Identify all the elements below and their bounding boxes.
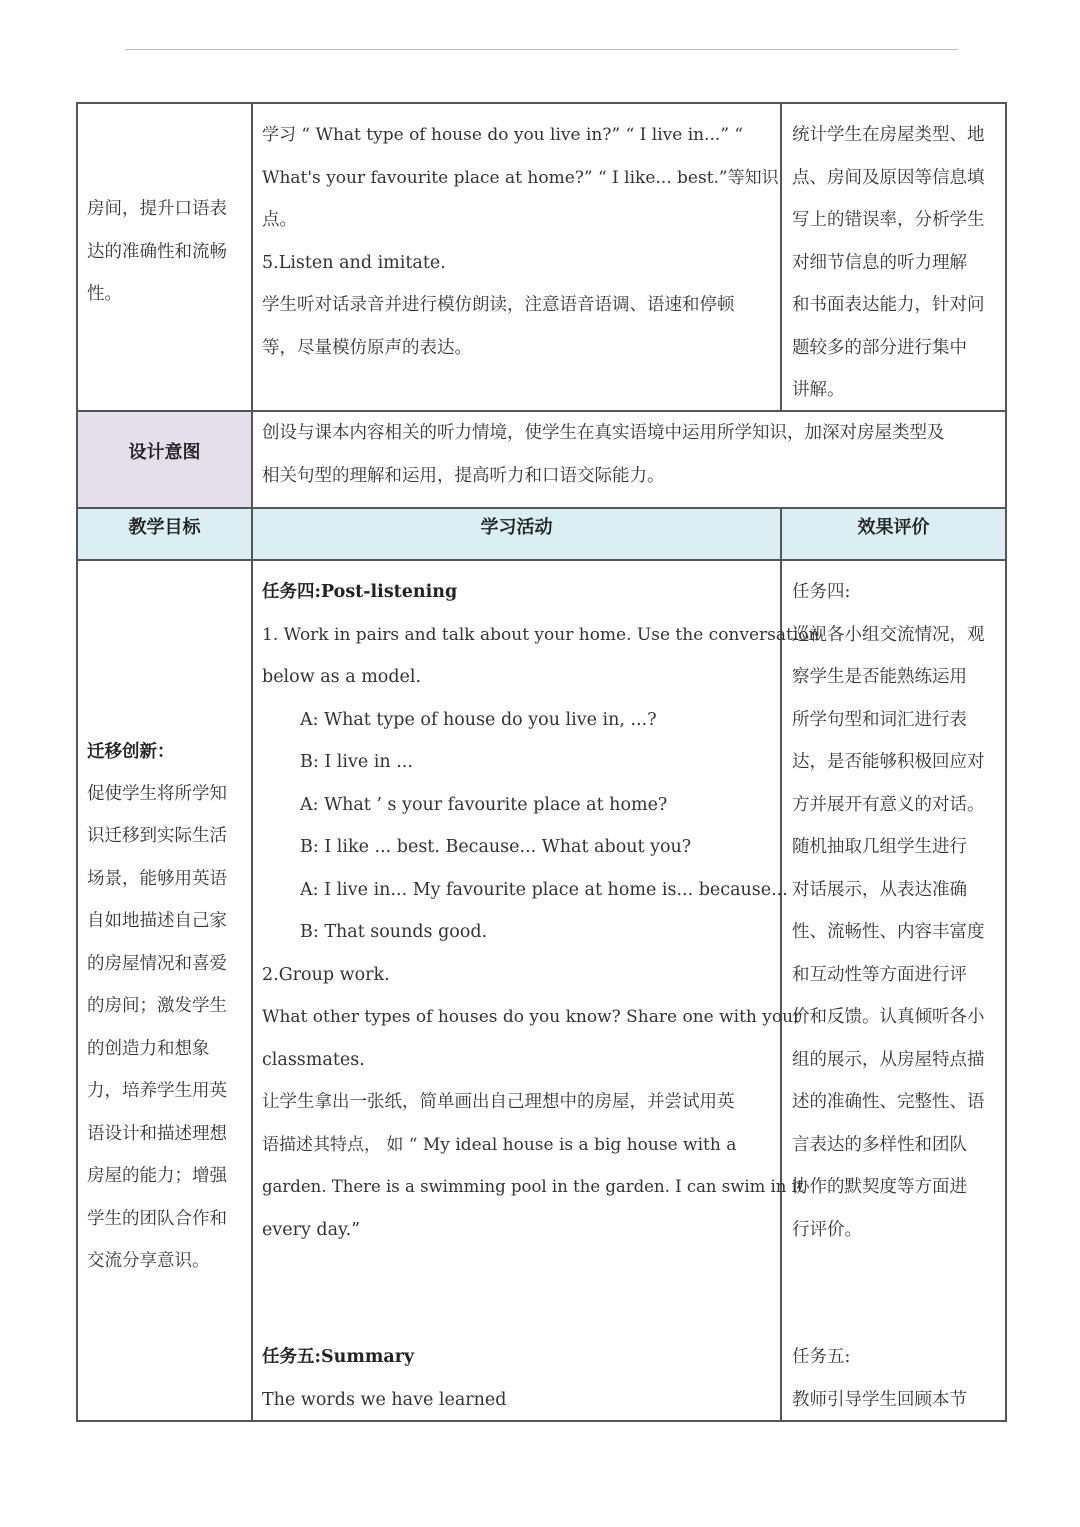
table-border-left	[76, 102, 78, 1422]
dialogue-line: B: I live in ...	[300, 752, 413, 772]
dialogue-line: A: What type of house do you live in, ...?	[300, 710, 657, 730]
text-line: 行评价。	[792, 1220, 862, 1240]
text-line: The words we have learned	[262, 1390, 507, 1410]
text-line: 所学句型和词汇进行表	[792, 710, 967, 730]
text-line: below as a model.	[262, 667, 422, 687]
task5-title: 任务五:Summary	[262, 1347, 415, 1367]
text-line: 的房间；激发学生	[87, 996, 227, 1016]
text-line: 语描述其特点， 如 “ My ideal house is a big house with a	[262, 1135, 737, 1155]
header-learning-activity: 学习活动	[480, 517, 553, 538]
text-line: 学生听对话录音并进行模仿朗读，注意语音语调、语速和停顿	[262, 295, 735, 315]
text-line: every day.”	[262, 1220, 361, 1240]
text-line: What other types of houses do you know? Share one with your	[262, 1007, 802, 1027]
text-line: 达，是否能够积极回应对	[792, 752, 985, 772]
text-line: 点、房间及原因等信息填	[792, 168, 985, 188]
design-intent-label: 设计意图	[128, 442, 201, 463]
text-line: 促使学生将所学知	[87, 784, 227, 804]
text-line: 写上的错误率，分析学生	[792, 210, 985, 230]
table-column-divider	[780, 102, 782, 411]
text-line: 相关句型的理解和运用，提高听力和口语交际能力。	[262, 466, 665, 486]
header-teaching-goal: 教学目标	[128, 517, 201, 538]
text-line: 对细节信息的听力理解	[792, 253, 967, 273]
goal-title: 迁移创新：	[87, 742, 175, 762]
dialogue-line: A: I live in... My favourite place at home is... because...	[300, 880, 788, 900]
text-line: 场景，能够用英语	[87, 869, 227, 889]
text-line: 的创造力和想象	[87, 1039, 210, 1059]
text-line: 方并展开有意义的对话。	[792, 795, 985, 815]
eval-task4-title: 任务四:	[792, 582, 851, 602]
text-line: 让学生拿出一张纸，简单画出自己理想中的房屋，并尝试用英	[262, 1092, 735, 1112]
text-line: 组的展示，从房屋特点描	[792, 1050, 985, 1070]
text-line: What's your favourite place at home?” “ I like... best.”等知识	[262, 168, 779, 188]
text-line: 达的准确性和流畅	[87, 242, 227, 262]
header-effect-evaluation: 效果评价	[857, 517, 930, 538]
text-line: 协作的默契度等方面进	[792, 1177, 967, 1197]
table-row-divider	[76, 559, 1007, 561]
text-line: 房间，提升口语表	[87, 199, 227, 219]
eval-task5-title: 任务五:	[792, 1347, 851, 1367]
dialogue-line: B: That sounds good.	[300, 922, 488, 942]
text-line: 性。	[87, 284, 122, 304]
text-line: 识迁移到实际生活	[87, 826, 227, 846]
text-line: 2.Group work.	[262, 965, 390, 985]
text-line: 和书面表达能力，针对问	[792, 295, 985, 315]
text-line: 言表达的多样性和团队	[792, 1135, 967, 1155]
text-line: 价和反馈。认真倾听各小	[792, 1007, 985, 1027]
text-line: 语设计和描述理想	[87, 1124, 227, 1144]
text-line: 学习 “ What type of house do you live in?” “ I live in...” “	[262, 125, 744, 145]
text-line: 讲解。	[792, 380, 845, 400]
table-border-top	[76, 102, 1007, 104]
text-line: 察学生是否能熟练运用	[792, 667, 967, 687]
page-header-rule	[125, 49, 958, 50]
dialogue-line: A: What ’ s your favourite place at home?	[300, 795, 668, 815]
text-line: 自如地描述自己家	[87, 911, 227, 931]
task4-title: 任务四:Post-listening	[262, 582, 458, 602]
text-line: 述的准确性、完整性、语	[792, 1092, 985, 1112]
text-line: 性、流畅性、内容丰富度	[792, 922, 985, 942]
text-line: 房屋的能力；增强	[87, 1166, 227, 1186]
table-column-divider	[251, 102, 253, 1422]
table-border-right	[1005, 102, 1007, 1422]
text-line: 和互动性等方面进行评	[792, 965, 967, 985]
text-line: 巡视各小组交流情况，观	[792, 625, 985, 645]
text-line: 随机抽取几组学生进行	[792, 837, 967, 857]
text-line: 统计学生在房屋类型、地	[792, 125, 985, 145]
text-line: 学生的团队合作和	[87, 1209, 227, 1229]
text-line: 交流分享意识。	[87, 1251, 210, 1271]
text-line: 点。	[262, 210, 297, 230]
dialogue-line: B: I like ... best. Because... What about you?	[300, 837, 692, 857]
text-line: 1. Work in pairs and talk about your home. Use the conversation	[262, 625, 820, 645]
text-line: 等，尽量模仿原声的表达。	[262, 338, 472, 358]
text-line: 5.Listen and imitate.	[262, 253, 446, 273]
text-line: 的房屋情况和喜爱	[87, 954, 227, 974]
text-line: 对话展示，从表达准确	[792, 880, 967, 900]
text-line: 题较多的部分进行集中	[792, 338, 967, 358]
text-line: garden. There is a swimming pool in the garden. I can swim in it	[262, 1177, 804, 1196]
text-line: classmates.	[262, 1050, 365, 1070]
text-line: 教师引导学生回顾本节	[792, 1390, 967, 1410]
text-line: 创设与课本内容相关的听力情境，使学生在真实语境中运用所学知识，加深对房屋类型及	[262, 423, 945, 443]
text-line: 力，培养学生用英	[87, 1081, 227, 1101]
